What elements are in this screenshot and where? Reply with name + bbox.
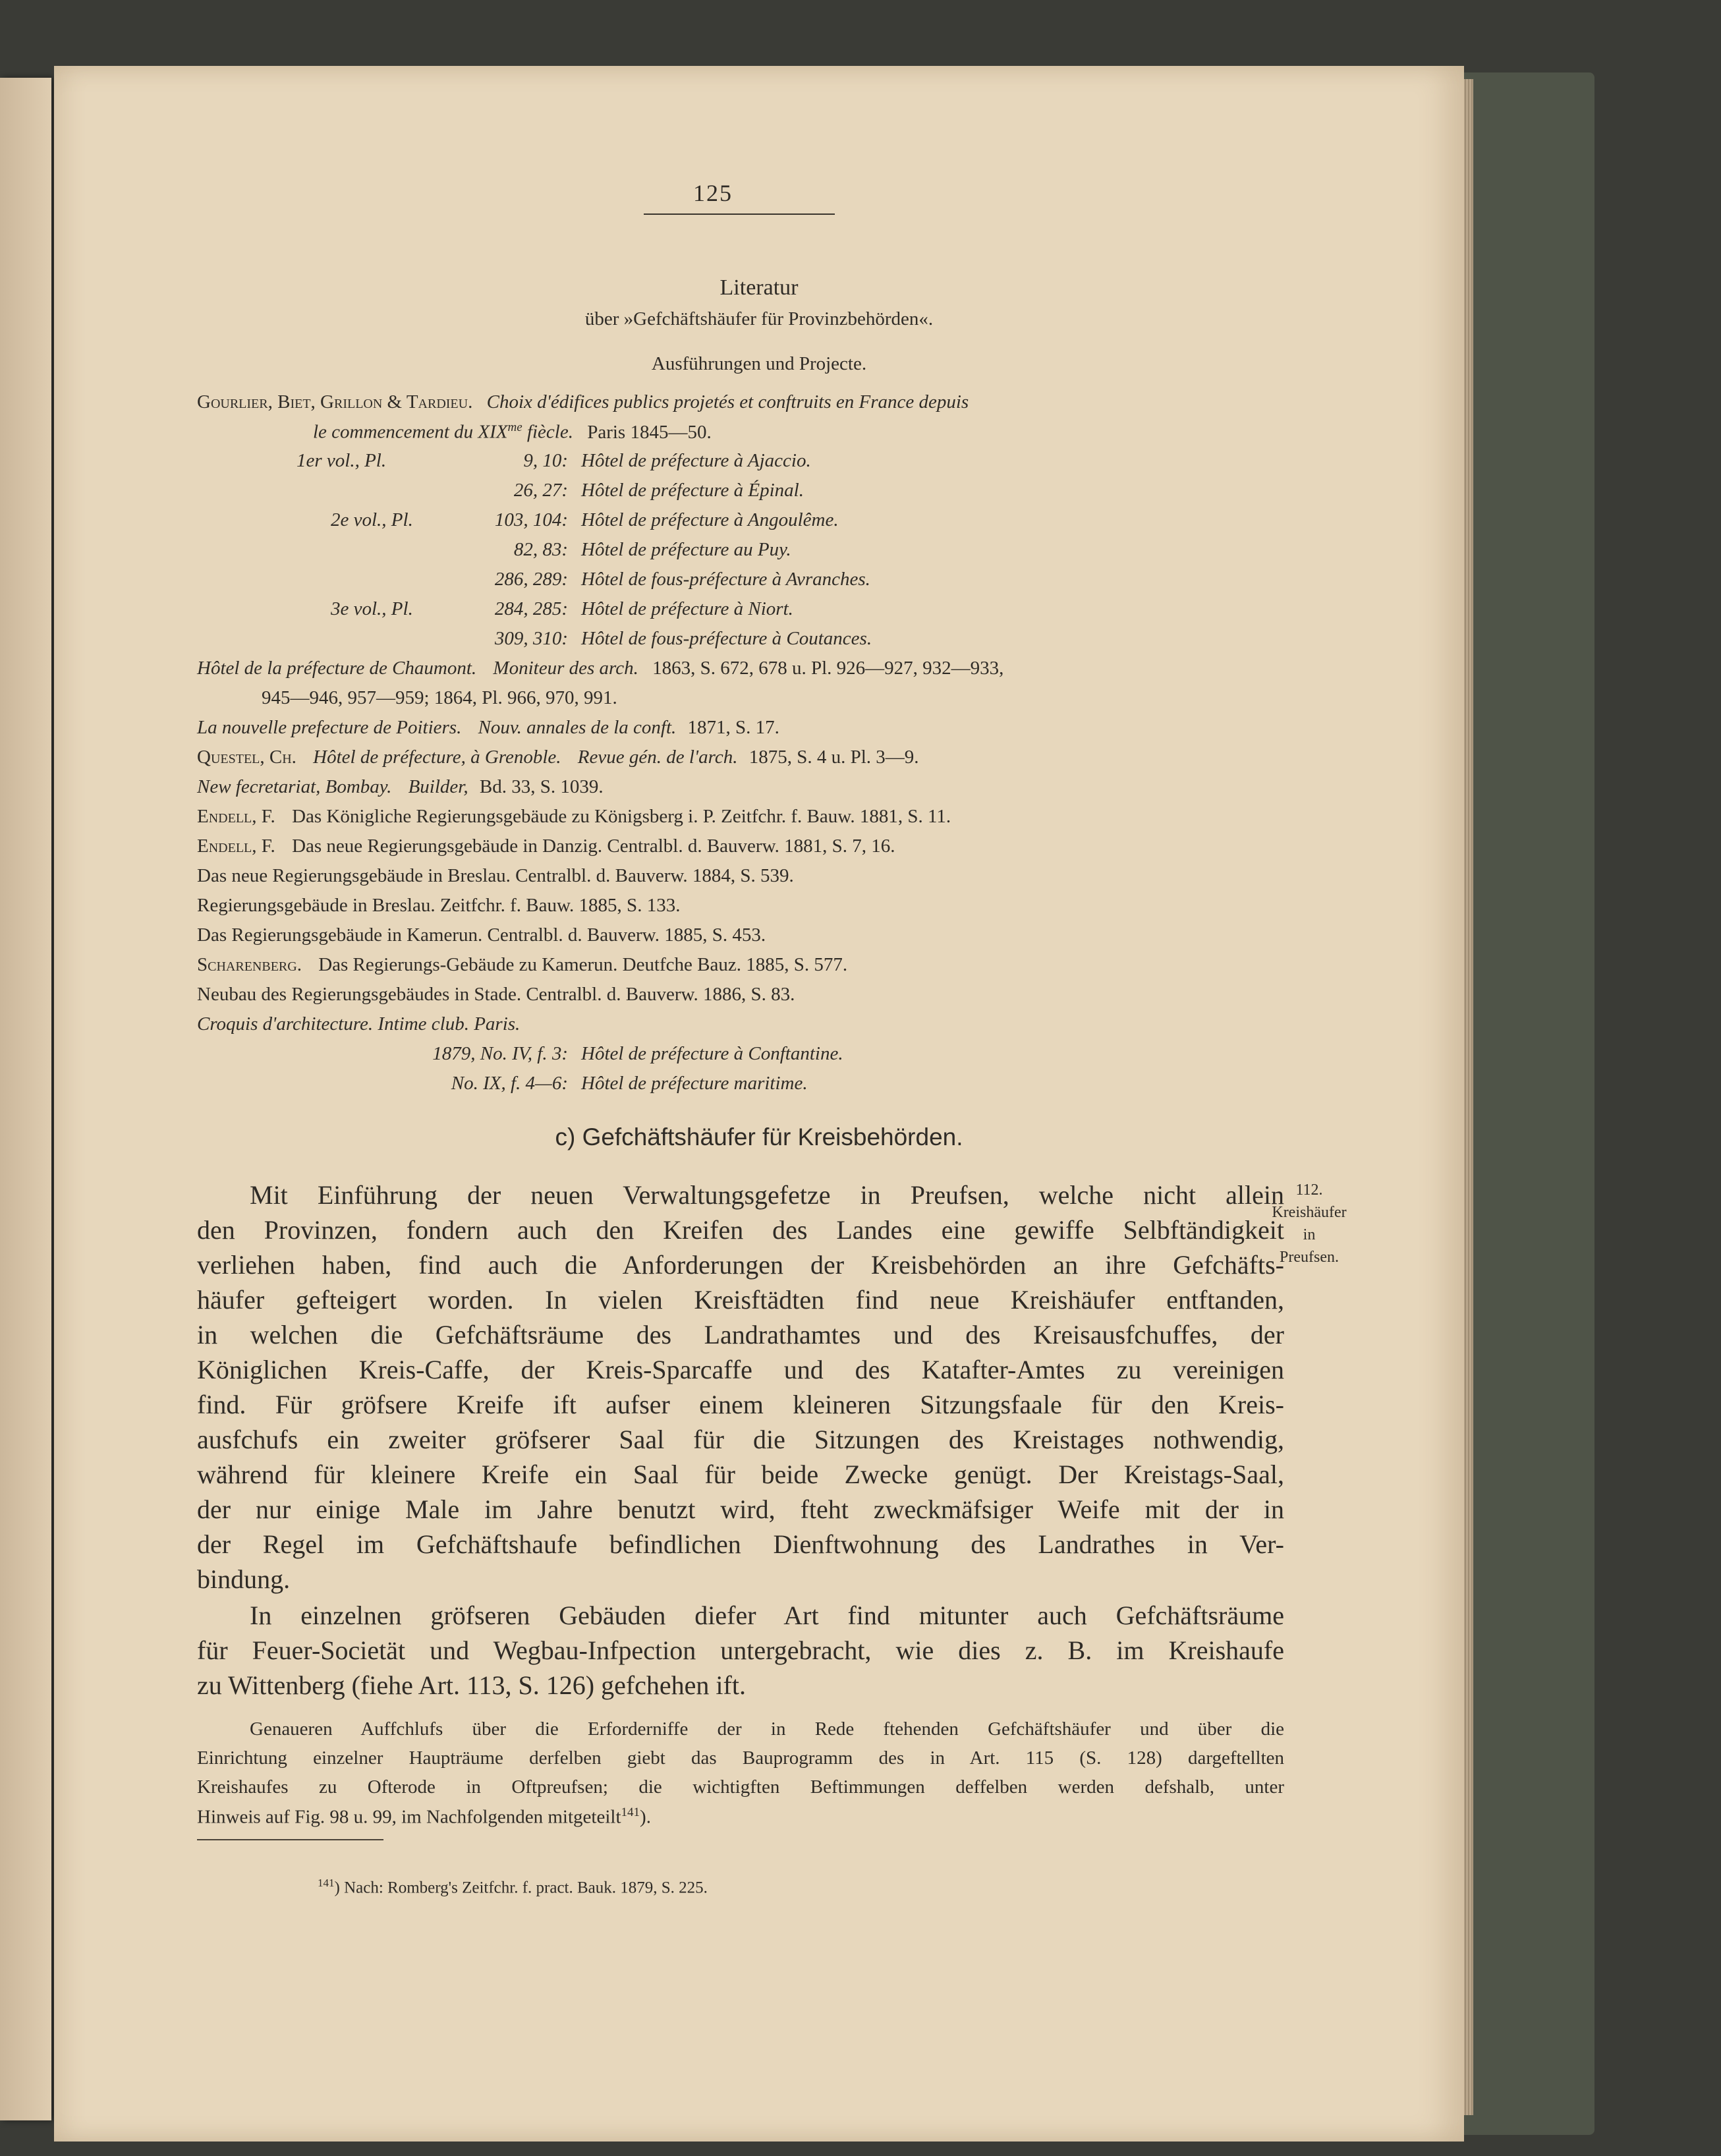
reference-title: Hôtel de préfecture à Conftantine.	[581, 1043, 843, 1064]
reference-title: Hôtel de préfecture maritime.	[581, 1073, 808, 1094]
reference-plates: 82, 83:	[513, 539, 568, 560]
body-line: In einzelnen gröfseren Gebäuden diefer Art find mitunter auch Gefchäftsräume	[250, 1601, 1284, 1630]
reference-entry: Neubau des Regierungsgebäudes in Stade. Centralbl. d. Bauverw. 1886, S. 83.	[197, 984, 795, 1005]
small-print-line: Kreishaufes zu Ofterode in Oftpreufsen; die wichtigften Beftimmungen deffelben werden defshalb, unter	[197, 1776, 1284, 1798]
body-line: in welchen die Gefchäftsräume des Landrathamtes und des Kreisausfchuffes, der	[197, 1320, 1284, 1349]
reference-title: Hôtel de fous-préfecture à Avranches.	[581, 569, 870, 590]
reference-entry: Hôtel de la préfecture de Chaumont. Moniteur des arch. 1863, S. 672, 678 u. Pl. 926—927, 932—933,	[197, 658, 1004, 679]
body-line: der Regel im Gefchäftshaufe befindlichen Dienftwohnung des Landrathes in Ver-	[197, 1529, 1284, 1559]
reference-volume: 3e vol., Pl.	[331, 598, 413, 619]
literature-subheading: über »Gefchäftshäufer für Provinzbehörden«.	[584, 308, 934, 329]
body-line: für Feuer-Societät und Wegbau-Infpection untergebracht, wie dies z. B. im Kreishaufe	[197, 1635, 1284, 1665]
body-line: find. Für gröfsere Kreife ift aufser einem kleineren Sitzungsfaale für den Kreis-	[197, 1390, 1284, 1419]
reference-volume: 2e vol., Pl.	[331, 509, 413, 530]
left-page-edge	[0, 78, 51, 2120]
reference-volume: 1er vol., Pl.	[296, 450, 387, 471]
body-line: den Provinzen, fondern auch den Kreifen des Landes eine gewiffe Selbftändigkeit	[197, 1215, 1284, 1245]
page-number: 125	[693, 180, 733, 206]
book-cover-edge	[1456, 72, 1594, 2135]
reference-entry: Regierungsgebäude in Breslau. Zeitfchr. f. Bauw. 1885, S. 133.	[197, 895, 681, 916]
reference-plates: 286, 289:	[494, 569, 568, 590]
small-print-line: Einrichtung einzelner Haupträume derfelben giebt das Bauprogramm des in Art. 115 (S. 128) dargeftellten	[197, 1747, 1284, 1769]
body-line: ausfchufs ein zweiter gröfserer Saal für die Sitzungen des Kreistages nothwendig,	[197, 1425, 1284, 1454]
reference-plates: 103, 104:	[494, 509, 568, 530]
footnote-reference: 141	[621, 1805, 640, 1819]
reference-plates: 284, 285:	[494, 598, 568, 619]
body-line: häufer gefteigert worden. In vielen Kreisftädten find neue Kreishäufer entftanden,	[197, 1285, 1284, 1315]
reference-plates: 9, 10:	[523, 450, 568, 471]
body-line: bindung.	[197, 1564, 291, 1594]
small-print-line: Hinweis auf Fig. 98 u. 99, im Nachfolgenden mitgeteilt$^{141}$).	[197, 1805, 651, 1828]
reference-entry: Endell, F. Das neue Regierungsgebäude in Danzig. Centralbl. d. Bauverw. 1881, S. 7, 16.	[197, 836, 895, 857]
body-line: Mit Einführung der neuen Verwaltungsgefetze in Preufsen, welche nicht allein	[250, 1180, 1284, 1210]
body-line: zu Wittenberg (fiehe Art. 113, S. 126) gefchehen ift.	[197, 1670, 746, 1700]
reference-title: Hôtel de préfecture à Niort.	[581, 598, 793, 619]
reference-entry: Gourlier, Biet, Grillon & Tardieu. Choix d'édifices publics projetés et conftruits en France depuis	[197, 391, 969, 412]
book-page	[54, 66, 1464, 2142]
footnote-rule	[197, 1839, 383, 1840]
small-print-line: Genaueren Auffchlufs über die Erforderniffe der in Rede ftehenden Gefchäftshäufer und über die	[250, 1718, 1284, 1740]
reference-entry: Das neue Regierungsgebäude in Breslau. Centralbl. d. Bauverw. 1884, S. 539.	[197, 865, 794, 886]
reference-plates: 1879, No. IV, f. 3:	[432, 1043, 568, 1064]
reference-title: Hôtel de préfecture à Ajaccio.	[581, 450, 811, 471]
footnote: $^{141}$) Nach: Romberg's Zeitfchr. f. pract. Bauk. 1879, S. 225.	[318, 1877, 708, 1897]
reference-plates: 309, 310:	[494, 628, 568, 649]
page-number-rule	[644, 213, 835, 215]
body-line: während für kleinere Kreife ein Saal für beide Zwecke genügt. Der Kreistags-Saal,	[197, 1460, 1284, 1489]
reference-title: Hôtel de préfecture au Puy.	[581, 539, 791, 560]
reference-entry: Das Regierungsgebäude in Kamerun. Centralbl. d. Bauverw. 1885, S. 453.	[197, 924, 766, 946]
literature-heading: Literatur	[719, 275, 799, 300]
margin-note-number: 112.	[1295, 1181, 1323, 1199]
literature-section: Ausführungen und Projecte.	[651, 353, 867, 374]
body-line: verliehen haben, find auch die Anforderungen der Kreisbehörden an ihre Gefchäfts-	[197, 1250, 1284, 1280]
reference-entry: Endell, F. Das Königliche Regierungsgebäude zu Königsberg i. P. Zeitfchr. f. Bauw. 1881, S. 11.	[197, 806, 951, 827]
margin-note-line: Kreishäufer	[1272, 1204, 1347, 1221]
reference-plates: No. IX, f. 4—6:	[451, 1073, 568, 1094]
reference-title: Hôtel de préfecture à Angoulême.	[581, 509, 839, 530]
reference-entry: Croquis d'architecture. Intime club. Paris.	[197, 1013, 521, 1035]
body-line: Königlichen Kreis-Caffe, der Kreis-Sparcaffe und des Katafter-Amtes zu vereinigen	[197, 1355, 1284, 1384]
reference-entry: Scharenberg. Das Regierungs-Gebäude zu Kamerun. Deutfche Bauz. 1885, S. 577.	[197, 954, 848, 975]
reference-entry: Questel, Ch. Hôtel de préfecture, à Grenoble. Revue gén. de l'arch. 1875, S. 4 u. Pl. 3—9.	[197, 747, 919, 768]
reference-plates: 26, 27:	[513, 480, 568, 501]
reference-entry: 945—946, 957—959; 1864, Pl. 966, 970, 991.	[262, 687, 617, 708]
margin-note-line: in	[1303, 1226, 1316, 1243]
reference-title: Hôtel de préfecture à Épinal.	[581, 480, 804, 501]
reference-title: Hôtel de fous-préfecture à Coutances.	[581, 628, 872, 649]
reference-entry: New fecretariat, Bombay. Builder, Bd. 33, S. 1039.	[197, 776, 604, 797]
reference-entry: le commencement du $XIX^{me}$ fiècle. Paris 1845—50.	[313, 420, 712, 443]
margin-note-line: Preufsen.	[1280, 1249, 1339, 1266]
body-line: der nur einige Male im Jahre benutzt wird, fteht zweckmäfsiger Weife mit der in	[197, 1494, 1284, 1524]
reference-entry: La nouvelle prefecture de Poitiers. Nouv. annales de la conft. 1871, S. 17.	[197, 717, 779, 738]
section-heading: c) Gefchäftshäufer für Kreisbehörden.	[555, 1123, 963, 1150]
